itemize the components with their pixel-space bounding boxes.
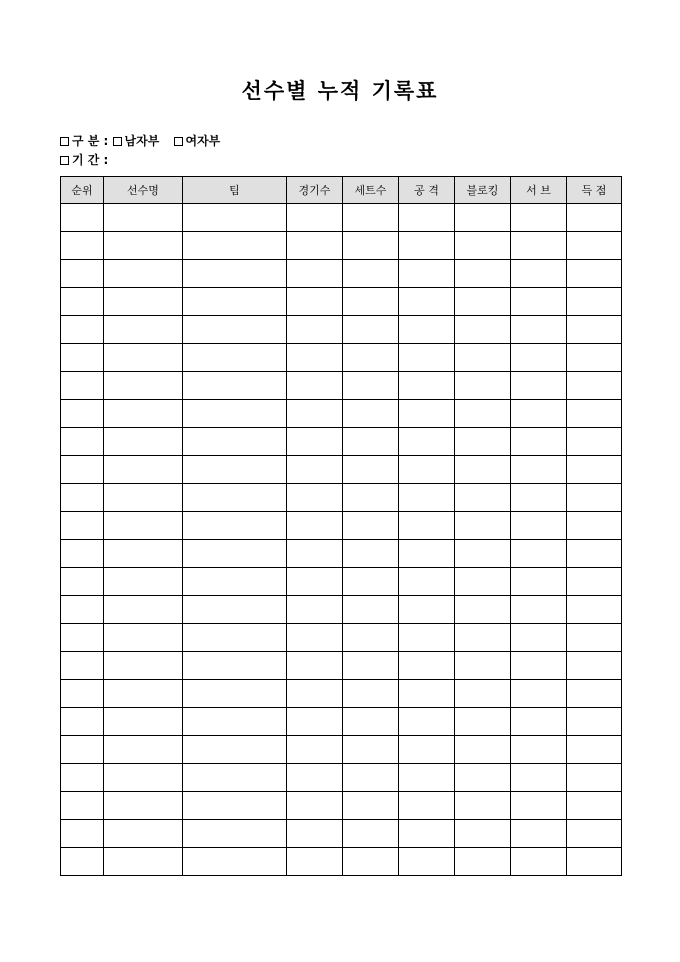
table-cell[interactable] <box>455 540 511 568</box>
table-cell[interactable] <box>567 736 622 764</box>
table-cell[interactable] <box>287 512 343 540</box>
table-cell[interactable] <box>399 680 455 708</box>
table-cell[interactable] <box>511 568 567 596</box>
table-cell[interactable] <box>399 372 455 400</box>
record-table <box>60 176 622 876</box>
table-cell[interactable] <box>399 400 455 428</box>
table-cell[interactable] <box>343 708 399 736</box>
table-cell[interactable] <box>343 372 399 400</box>
table-cell[interactable] <box>511 624 567 652</box>
male-option-label: 남자부 <box>124 134 160 148</box>
table-cell[interactable] <box>511 848 567 876</box>
table-cell[interactable] <box>455 568 511 596</box>
table-row <box>61 484 622 512</box>
table-cell[interactable] <box>61 484 104 512</box>
table-cell[interactable] <box>61 764 104 792</box>
table-cell[interactable] <box>455 344 511 372</box>
table-cell[interactable] <box>183 344 287 372</box>
table-cell[interactable] <box>104 456 183 484</box>
table-cell[interactable] <box>399 652 455 680</box>
table-cell[interactable] <box>287 540 343 568</box>
period-label: 기 간 : <box>72 153 109 167</box>
table-cell[interactable] <box>287 428 343 456</box>
table-cell[interactable] <box>567 568 622 596</box>
table-row <box>61 568 622 596</box>
table-cell[interactable] <box>183 680 287 708</box>
table-cell[interactable] <box>61 204 104 232</box>
table-cell[interactable] <box>511 456 567 484</box>
table-cell[interactable] <box>511 736 567 764</box>
table-cell[interactable] <box>343 400 399 428</box>
table-cell[interactable] <box>567 596 622 624</box>
table-cell[interactable] <box>61 428 104 456</box>
table-cell[interactable] <box>183 792 287 820</box>
table-cell[interactable] <box>104 680 183 708</box>
table-cell[interactable] <box>399 624 455 652</box>
table-cell[interactable] <box>61 400 104 428</box>
table-cell[interactable] <box>511 764 567 792</box>
table-cell[interactable] <box>287 372 343 400</box>
table-cell[interactable] <box>399 736 455 764</box>
table-cell[interactable] <box>567 764 622 792</box>
table-cell[interactable] <box>61 512 104 540</box>
table-cell[interactable] <box>287 456 343 484</box>
table-cell[interactable] <box>455 736 511 764</box>
table-cell[interactable] <box>455 232 511 260</box>
table-row <box>61 680 622 708</box>
table-cell[interactable] <box>287 568 343 596</box>
table-cell[interactable] <box>104 512 183 540</box>
table-cell[interactable] <box>399 288 455 316</box>
table-row <box>61 400 622 428</box>
table-cell[interactable] <box>343 232 399 260</box>
table-cell[interactable] <box>511 316 567 344</box>
table-cell[interactable] <box>61 456 104 484</box>
table-cell[interactable] <box>567 680 622 708</box>
header-points: 득 점 <box>567 177 622 204</box>
table-row <box>61 344 622 372</box>
table-cell[interactable] <box>343 512 399 540</box>
table-cell[interactable] <box>343 764 399 792</box>
table-cell[interactable] <box>183 624 287 652</box>
table-row <box>61 540 622 568</box>
table-cell[interactable] <box>567 708 622 736</box>
table-row <box>61 288 622 316</box>
table-cell[interactable] <box>287 232 343 260</box>
header-player-name: 선수명 <box>104 177 183 204</box>
table-cell[interactable] <box>343 456 399 484</box>
table-cell[interactable] <box>399 848 455 876</box>
table-cell[interactable] <box>287 260 343 288</box>
table-cell[interactable] <box>287 680 343 708</box>
table-cell[interactable] <box>567 428 622 456</box>
table-cell[interactable] <box>61 260 104 288</box>
table-cell[interactable] <box>104 848 183 876</box>
table-cell[interactable] <box>104 652 183 680</box>
table-cell[interactable] <box>399 512 455 540</box>
table-cell[interactable] <box>287 288 343 316</box>
table-cell[interactable] <box>183 400 287 428</box>
table-cell[interactable] <box>455 260 511 288</box>
table-cell[interactable] <box>61 540 104 568</box>
table-row <box>61 652 622 680</box>
table-cell[interactable] <box>567 652 622 680</box>
table-cell[interactable] <box>399 540 455 568</box>
table-cell[interactable] <box>343 848 399 876</box>
table-cell[interactable] <box>511 540 567 568</box>
table-row <box>61 232 622 260</box>
table-cell[interactable] <box>343 596 399 624</box>
table-cell[interactable] <box>343 288 399 316</box>
female-option-label: 여자부 <box>185 134 221 148</box>
table-cell[interactable] <box>399 596 455 624</box>
table-cell[interactable] <box>399 792 455 820</box>
table-row <box>61 596 622 624</box>
table-cell[interactable] <box>399 820 455 848</box>
table-cell[interactable] <box>104 344 183 372</box>
table-cell[interactable] <box>183 596 287 624</box>
table-row <box>61 428 622 456</box>
table-cell[interactable] <box>511 204 567 232</box>
table-cell[interactable] <box>567 484 622 512</box>
header-rank: 순위 <box>61 177 104 204</box>
table-cell[interactable] <box>104 568 183 596</box>
table-cell[interactable] <box>455 316 511 344</box>
table-cell[interactable] <box>183 232 287 260</box>
table-cell[interactable] <box>343 344 399 372</box>
table-cell[interactable] <box>455 680 511 708</box>
table-cell[interactable] <box>183 764 287 792</box>
table-cell[interactable] <box>455 624 511 652</box>
table-row <box>61 736 622 764</box>
table-cell[interactable] <box>511 288 567 316</box>
table-cell[interactable] <box>287 848 343 876</box>
table-cell[interactable] <box>61 820 104 848</box>
table-cell[interactable] <box>567 848 622 876</box>
table-cell[interactable] <box>104 484 183 512</box>
table-cell[interactable] <box>455 512 511 540</box>
table-cell[interactable] <box>104 540 183 568</box>
table-cell[interactable] <box>567 344 622 372</box>
table-cell[interactable] <box>399 484 455 512</box>
table-cell[interactable] <box>287 764 343 792</box>
table-cell[interactable] <box>104 428 183 456</box>
table-cell[interactable] <box>287 204 343 232</box>
table-cell[interactable] <box>511 820 567 848</box>
table-row <box>61 260 622 288</box>
table-row <box>61 204 622 232</box>
header-blocking: 블로킹 <box>455 177 511 204</box>
table-cell[interactable] <box>511 372 567 400</box>
table-cell[interactable] <box>183 736 287 764</box>
table-cell[interactable] <box>511 596 567 624</box>
table-cell[interactable] <box>287 708 343 736</box>
table-cell[interactable] <box>104 288 183 316</box>
table-cell[interactable] <box>567 260 622 288</box>
table-row <box>61 820 622 848</box>
table-row <box>61 512 622 540</box>
table-cell[interactable] <box>104 316 183 344</box>
table-cell[interactable] <box>511 232 567 260</box>
category-line <box>60 134 220 148</box>
table-cell[interactable] <box>455 484 511 512</box>
table-cell[interactable] <box>455 848 511 876</box>
table-cell[interactable] <box>287 736 343 764</box>
table-cell[interactable] <box>343 736 399 764</box>
table-cell[interactable] <box>183 512 287 540</box>
table-cell[interactable] <box>61 792 104 820</box>
table-cell[interactable] <box>399 764 455 792</box>
table-cell[interactable] <box>61 596 104 624</box>
table-cell[interactable] <box>343 820 399 848</box>
table-cell[interactable] <box>61 316 104 344</box>
table-cell[interactable] <box>455 372 511 400</box>
table-cell[interactable] <box>61 344 104 372</box>
table-cell[interactable] <box>61 232 104 260</box>
table-cell[interactable] <box>61 680 104 708</box>
table-cell[interactable] <box>287 484 343 512</box>
table-cell[interactable] <box>104 204 183 232</box>
category-label: 구 분 : <box>72 134 109 148</box>
table-cell[interactable] <box>183 260 287 288</box>
table-cell[interactable] <box>511 344 567 372</box>
table-row <box>61 624 622 652</box>
table-cell[interactable] <box>455 456 511 484</box>
table-cell[interactable] <box>287 652 343 680</box>
table-row <box>61 372 622 400</box>
table-cell[interactable] <box>567 400 622 428</box>
table-cell[interactable] <box>567 232 622 260</box>
table-cell[interactable] <box>455 764 511 792</box>
table-cell[interactable] <box>61 372 104 400</box>
table-cell[interactable] <box>567 512 622 540</box>
table-cell[interactable] <box>104 736 183 764</box>
table-cell[interactable] <box>399 260 455 288</box>
table-cell[interactable] <box>399 568 455 596</box>
header-serve: 서 브 <box>511 177 567 204</box>
table-cell[interactable] <box>399 708 455 736</box>
table-cell[interactable] <box>104 820 183 848</box>
table-cell[interactable] <box>511 428 567 456</box>
table-cell[interactable] <box>343 652 399 680</box>
table-cell[interactable] <box>183 372 287 400</box>
table-cell[interactable] <box>343 428 399 456</box>
table-row <box>61 708 622 736</box>
table-cell[interactable] <box>567 820 622 848</box>
table-cell[interactable] <box>455 596 511 624</box>
table-row <box>61 456 622 484</box>
table-cell[interactable] <box>104 400 183 428</box>
table-cell[interactable] <box>61 848 104 876</box>
table-row <box>61 792 622 820</box>
table-cell[interactable] <box>511 792 567 820</box>
table-cell[interactable] <box>183 820 287 848</box>
table-cell[interactable] <box>399 316 455 344</box>
table-cell[interactable] <box>567 540 622 568</box>
table-cell[interactable] <box>104 260 183 288</box>
table-cell[interactable] <box>511 680 567 708</box>
table-cell[interactable] <box>61 708 104 736</box>
table-cell[interactable] <box>61 288 104 316</box>
table-cell[interactable] <box>511 400 567 428</box>
table-cell[interactable] <box>455 792 511 820</box>
male-checkbox[interactable] <box>113 137 122 146</box>
table-cell[interactable] <box>511 512 567 540</box>
page-title: 선수별 누적 기록표 <box>241 78 439 103</box>
table-cell[interactable] <box>183 288 287 316</box>
table-cell[interactable] <box>511 708 567 736</box>
table-cell[interactable] <box>343 624 399 652</box>
table-cell[interactable] <box>183 848 287 876</box>
table-cell[interactable] <box>511 652 567 680</box>
table-cell[interactable] <box>399 204 455 232</box>
table-cell[interactable] <box>287 400 343 428</box>
table-cell[interactable] <box>567 792 622 820</box>
table-cell[interactable] <box>455 708 511 736</box>
header-sets: 세트수 <box>343 177 399 204</box>
table-cell[interactable] <box>104 372 183 400</box>
table-row <box>61 316 622 344</box>
table-cell[interactable] <box>511 484 567 512</box>
table-body <box>61 204 622 876</box>
table-cell[interactable] <box>399 456 455 484</box>
table-row <box>61 764 622 792</box>
table-cell[interactable] <box>343 204 399 232</box>
table-cell[interactable] <box>183 456 287 484</box>
bullet-square-icon <box>60 137 69 146</box>
table-cell[interactable] <box>104 792 183 820</box>
table-cell[interactable] <box>343 316 399 344</box>
table-cell[interactable] <box>343 568 399 596</box>
table-cell[interactable] <box>104 596 183 624</box>
table-cell[interactable] <box>455 652 511 680</box>
table-cell[interactable] <box>455 288 511 316</box>
table-cell[interactable] <box>183 316 287 344</box>
header-attack: 공 격 <box>399 177 455 204</box>
table-cell[interactable] <box>343 260 399 288</box>
table-cell[interactable] <box>399 232 455 260</box>
period-line <box>60 153 108 167</box>
table-cell[interactable] <box>511 260 567 288</box>
table-cell[interactable] <box>567 204 622 232</box>
table-cell[interactable] <box>287 792 343 820</box>
table-cell[interactable] <box>343 792 399 820</box>
table-cell[interactable] <box>61 736 104 764</box>
table-cell[interactable] <box>287 820 343 848</box>
table-cell[interactable] <box>567 456 622 484</box>
table-cell[interactable] <box>61 624 104 652</box>
table-cell[interactable] <box>104 764 183 792</box>
table-cell[interactable] <box>183 568 287 596</box>
table-cell[interactable] <box>455 204 511 232</box>
table-cell[interactable] <box>399 344 455 372</box>
table-cell[interactable] <box>455 820 511 848</box>
table-cell[interactable] <box>455 428 511 456</box>
table-cell[interactable] <box>455 400 511 428</box>
table-cell[interactable] <box>567 372 622 400</box>
table-cell[interactable] <box>567 316 622 344</box>
table-cell[interactable] <box>287 596 343 624</box>
table-cell[interactable] <box>399 428 455 456</box>
table-row <box>61 848 622 876</box>
table-cell[interactable] <box>104 232 183 260</box>
table-cell[interactable] <box>287 624 343 652</box>
header-games: 경기수 <box>287 177 343 204</box>
table-cell[interactable] <box>183 540 287 568</box>
table-cell[interactable] <box>61 568 104 596</box>
table-cell[interactable] <box>567 288 622 316</box>
table-cell[interactable] <box>183 428 287 456</box>
header-row <box>61 177 622 204</box>
table-cell[interactable] <box>343 680 399 708</box>
table-cell[interactable] <box>104 708 183 736</box>
table-cell[interactable] <box>567 624 622 652</box>
table-cell[interactable] <box>183 204 287 232</box>
table-cell[interactable] <box>104 624 183 652</box>
table-cell[interactable] <box>183 708 287 736</box>
female-checkbox[interactable] <box>174 137 183 146</box>
header-team: 팀 <box>183 177 287 204</box>
bullet-square-icon <box>60 156 69 165</box>
table-cell[interactable] <box>287 344 343 372</box>
table-cell[interactable] <box>183 484 287 512</box>
table-cell[interactable] <box>183 652 287 680</box>
table-cell[interactable] <box>343 484 399 512</box>
table-cell[interactable] <box>287 316 343 344</box>
table-cell[interactable] <box>61 652 104 680</box>
table-cell[interactable] <box>343 540 399 568</box>
